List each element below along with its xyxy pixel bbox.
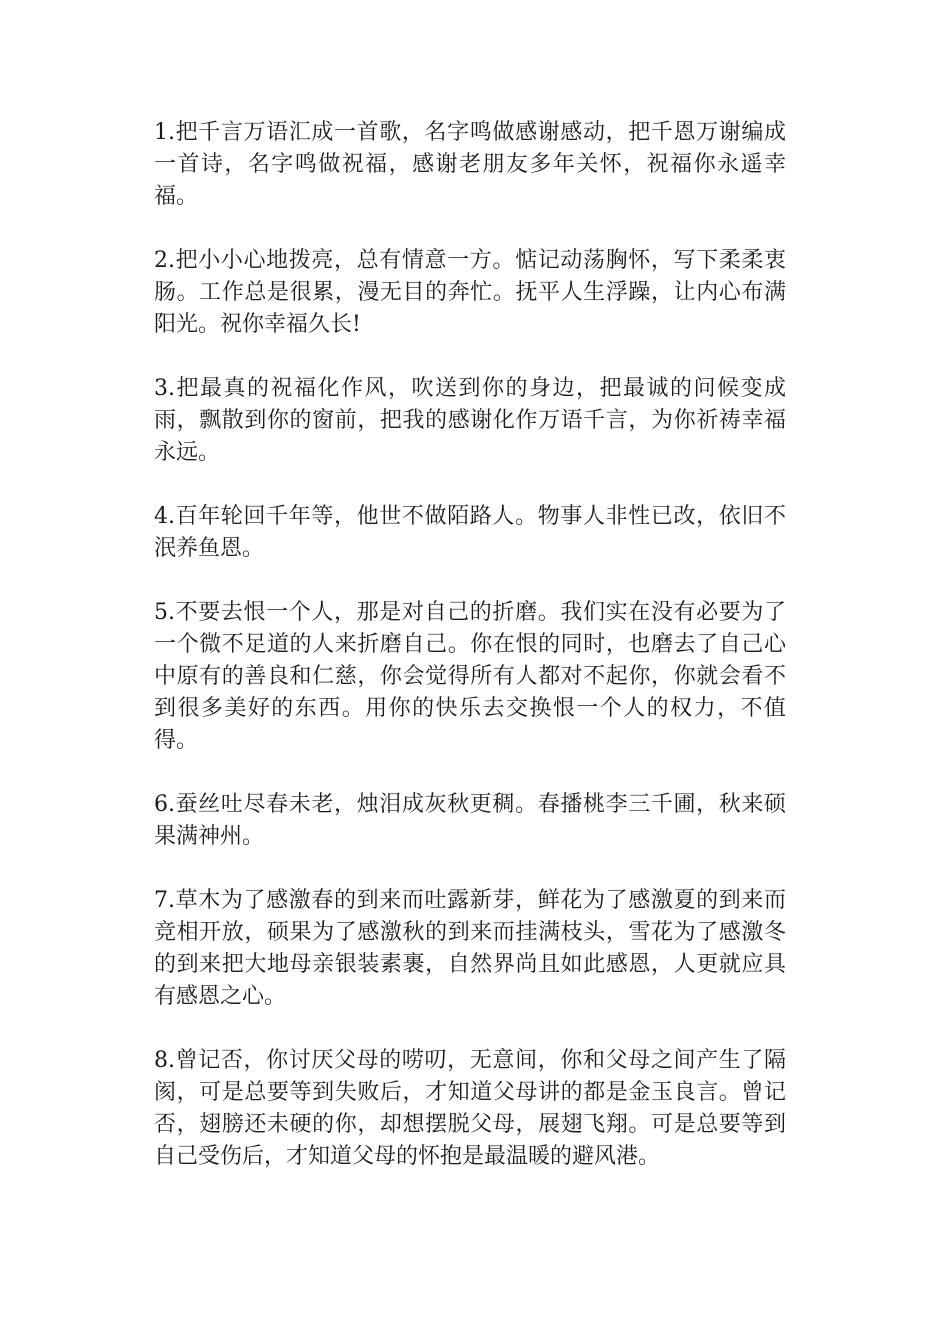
paragraph-3: 3.把最真的祝福化作风，吹送到你的身边，把最诚的问候变成雨，飘散到你的窗前，把我的感谢化作万语千言，为你祈祷幸福永远。 [154, 376, 786, 465]
document-body [154, 117, 786, 1205]
paragraph-8: 8.曾记否，你讨厌父母的唠叨，无意间，你和父母之间产生了隔阂，可是总要等到失败后，才知道父母讲的都是金玉良言。曾记否，翅膀还未硬的你，却想摆脱父母，展翅飞翔。可是总要等到自己受伤后，才知道父母的怀抱是最温暖的避风港。 [154, 1048, 786, 1169]
paragraph-2: 2.把小小心地拨亮，总有情意一方。惦记动荡胸怀，写下柔柔衷肠。工作总是很累，漫无目的奔忙。抚平人生浮躁，让内心布满阳光。祝你幸福久长! [154, 248, 786, 337]
paragraph-4: 4.百年轮回千年等，他世不做陌路人。物事人非性已改，依旧不泯养鱼恩。 [154, 504, 786, 561]
paragraph-6: 6.蚕丝吐尽春未老，烛泪成灰秋更稠。春播桃李三千圃，秋来硕果满神州。 [154, 792, 786, 849]
paragraph-1: 1.把千言万语汇成一首歌，名字鸣做感谢感动，把千恩万谢编成一首诗，名字鸣做祝福，感谢老朋友多年关怀，祝福你永遥幸福。 [154, 120, 786, 209]
paragraph-7: 7.草木为了感激春的到来而吐露新芽，鲜花为了感激夏的到来而竞相开放，硕果为了感激秋的到来而挂满枝头，雪花为了感激冬的到来把大地母亲银装素裹，自然界尚且如此感恩，人更就应具有感恩之心。 [154, 888, 786, 1009]
paragraph-5: 5.不要去恨一个人，那是对自己的折磨。我们实在没有必要为了一个微不足道的人来折磨自己。你在恨的同时，也磨去了自己心中原有的善良和仁慈，你会觉得所有人都对不起你，你就会看不到很多美好的东西。用你的快乐去交换恨一个人的权力，不值得。 [154, 600, 786, 753]
